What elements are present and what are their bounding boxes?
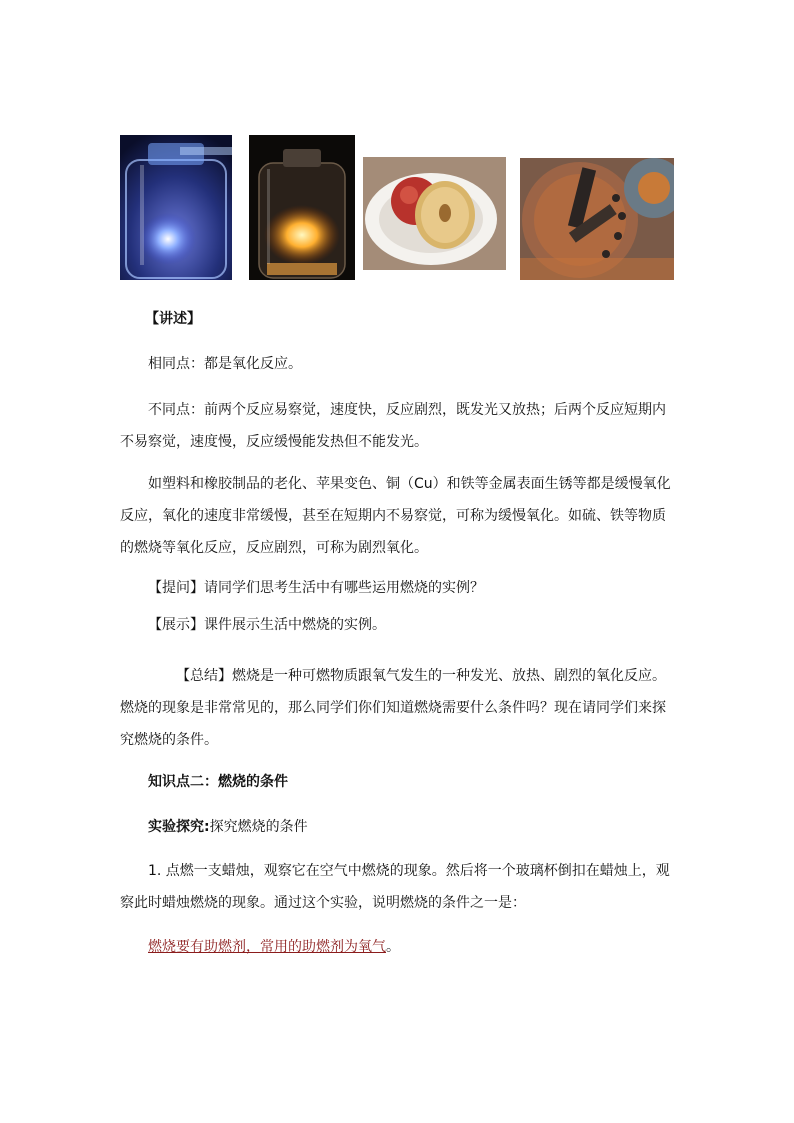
answer-period: 。 [386, 939, 400, 955]
apple-browning-image [363, 157, 506, 292]
knowledge-point-heading: 知识点二：燃烧的条件 [148, 774, 288, 790]
sulfur-burning-image [120, 135, 232, 280]
display-text: 【展示】课件展示生活中燃烧的实例。 [148, 617, 386, 633]
explanation-text: 如塑料和橡胶制品的老化、苹果变色、铜（Cu）和铁等金属表面生锈等都是缓慢氧化反应，氧化的速度非常缓慢，甚至在短期内不易察觉，可称为缓慢氧化。如硫、铁等物质的燃烧等氧化反应，反应剧烈，可称为剧烈氧化。 [120, 476, 671, 556]
experiment-label: 实验探究: [148, 819, 210, 835]
rusted-iron-image [520, 158, 674, 280]
phosphorus-burning-image [249, 135, 355, 280]
lecture-heading: 【讲述】 [145, 311, 201, 327]
summary-text: 【总结】燃烧是一种可燃物质跟氧气发生的一种发光、放热、剧烈的氧化反应。燃烧的现象是非常常见的，那么同学们你们知道燃烧需要什么条件吗？现在请同学们来探究燃烧的条件。 [120, 668, 666, 748]
difference-text: 不同点：前两个反应易察觉，速度快，反应剧烈，既发光又放热；后两个反应短期内不易察觉，速度慢，反应缓慢能发热但不能发光。 [120, 402, 666, 450]
experiment-line [148, 811, 668, 843]
answer-text: 燃烧要有助燃剂，常用的助燃剂为氧气 [148, 939, 386, 955]
experiment-title: 探究燃烧的条件 [209, 819, 308, 835]
similarity-text: 相同点：都是氧化反应。 [148, 356, 302, 372]
step-1-text: 1. 点燃一支蜡烛，观察它在空气中燃烧的现象。然后将一个玻璃杯倒扣在蜡烛上，观察此时蜡烛燃烧的现象。通过这个实验，说明燃烧的条件之一是： [120, 863, 670, 911]
image-strip [120, 135, 674, 280]
answer-line [148, 931, 668, 963]
question-text: 【提问】请同学们思考生活中有哪些运用燃烧的实例？ [148, 580, 484, 596]
